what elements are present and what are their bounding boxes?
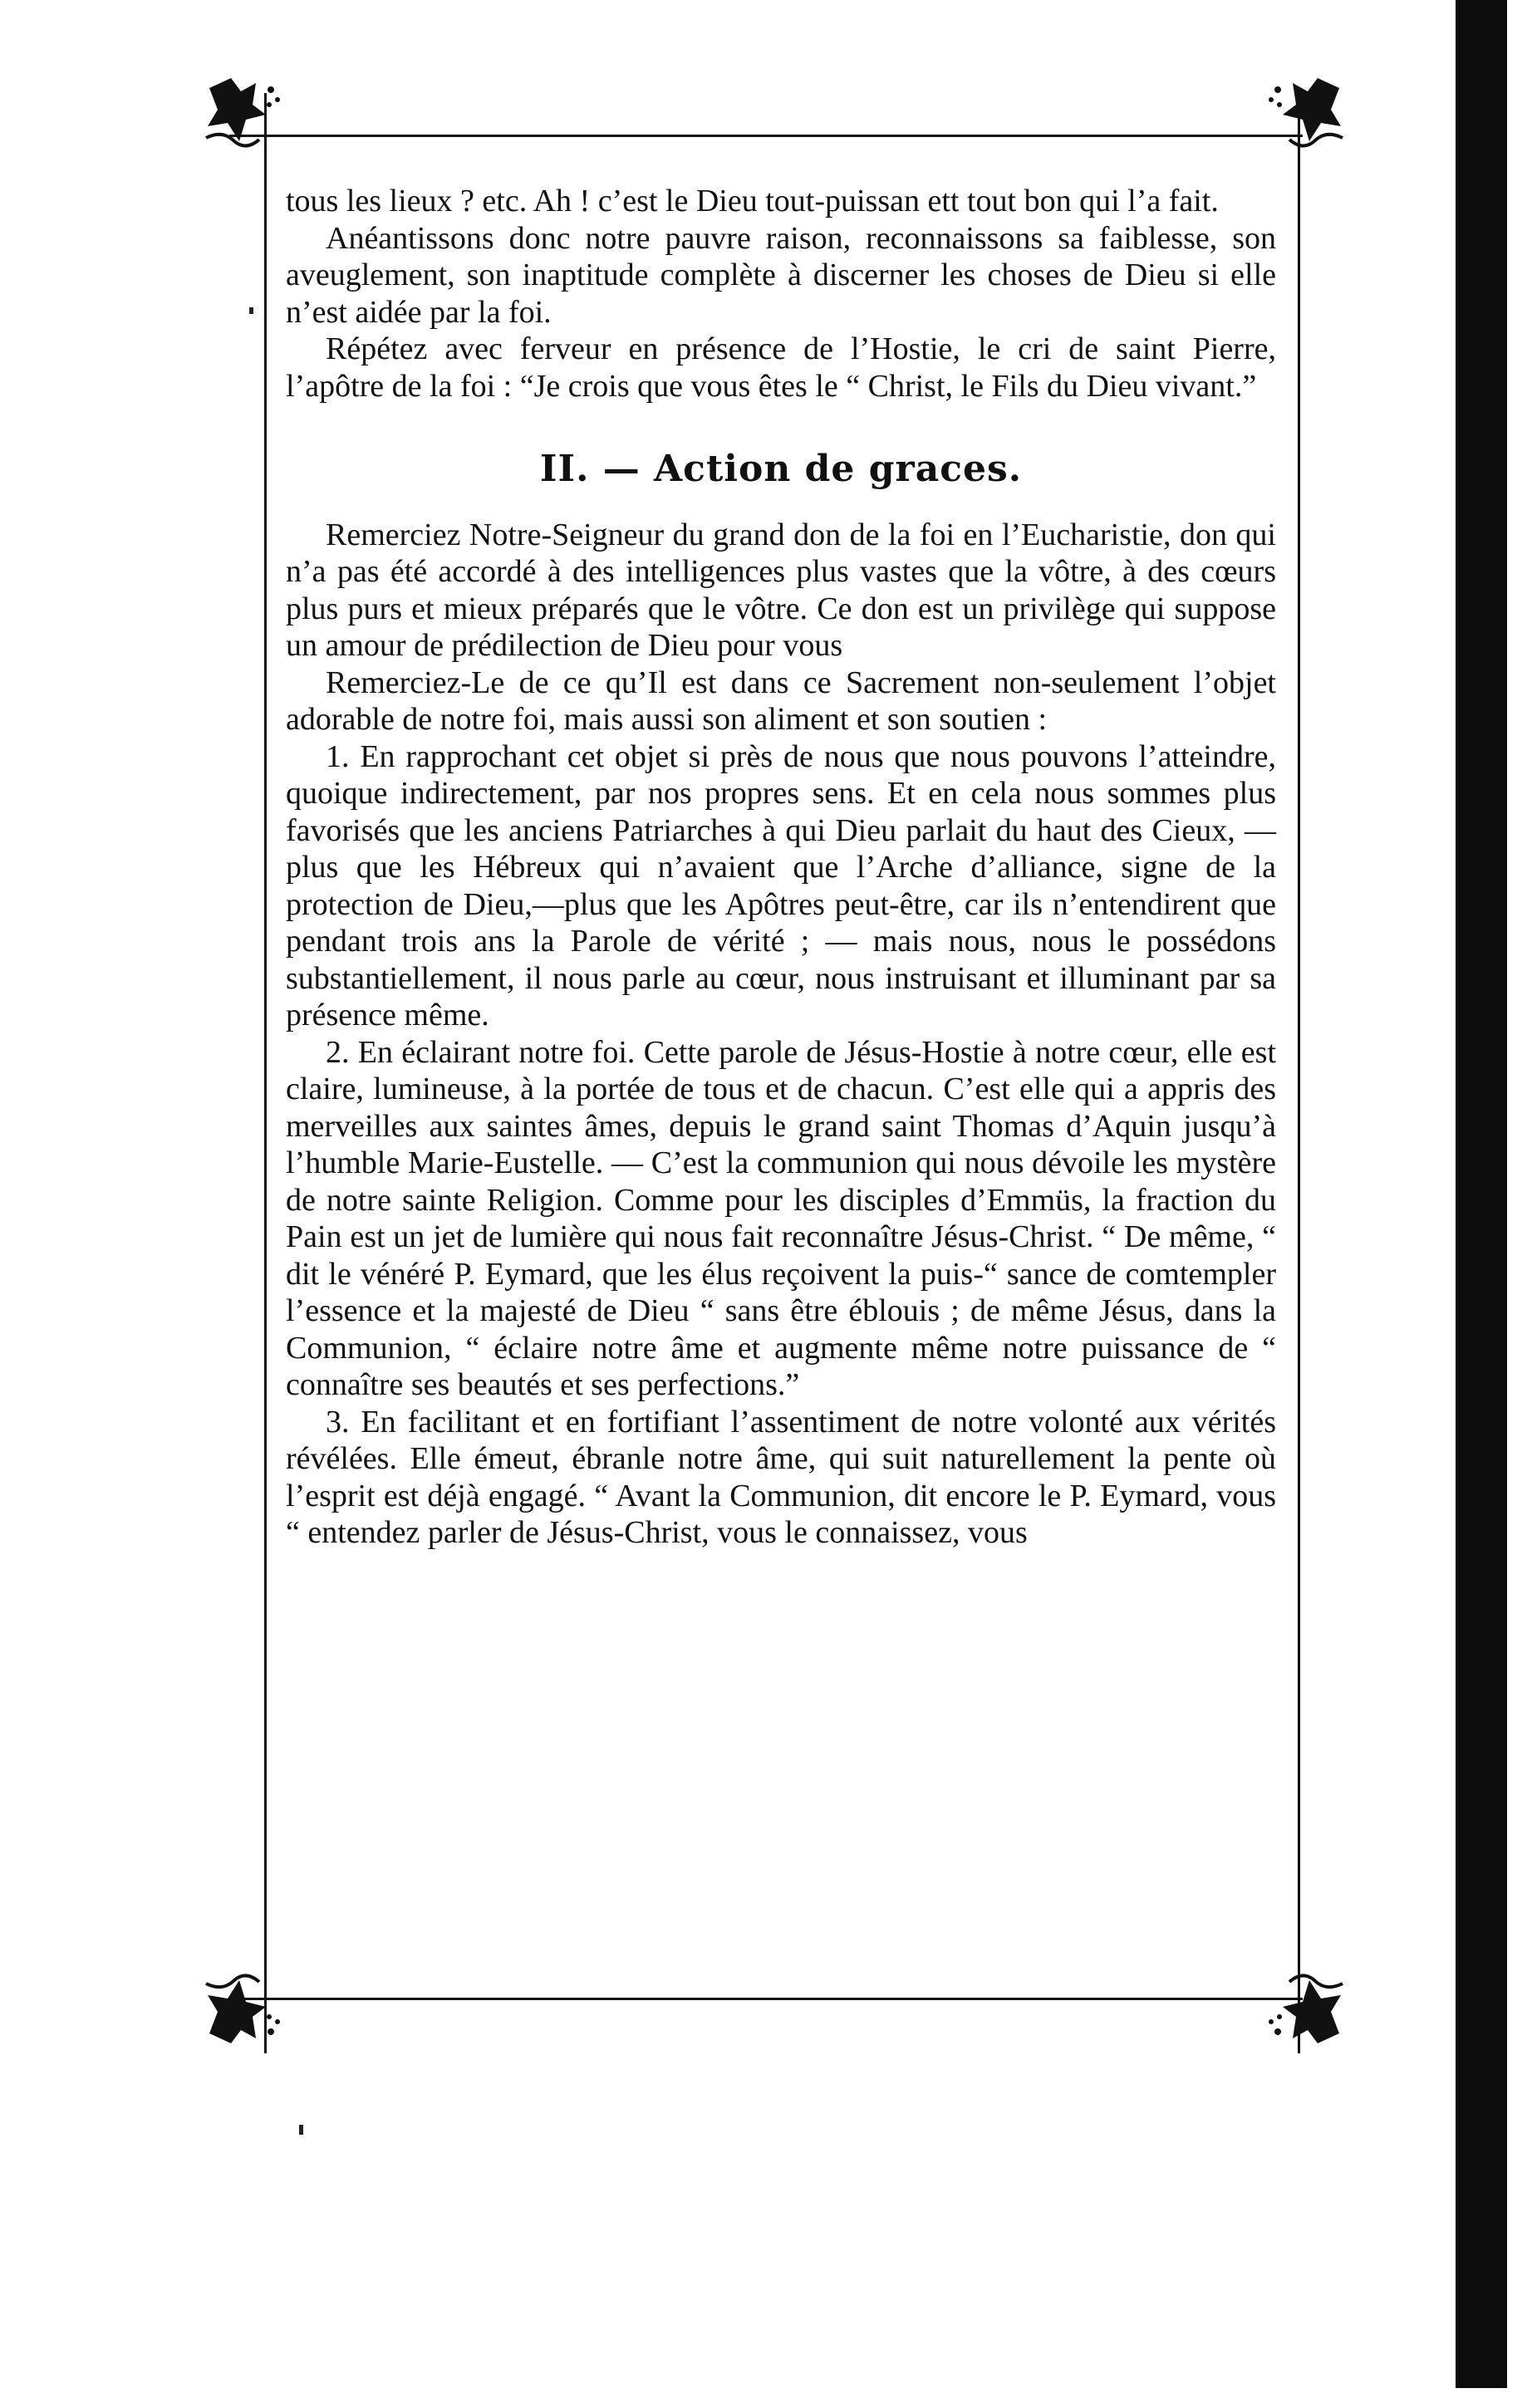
scan-edge-bar xyxy=(1456,0,1507,2388)
paragraph: tous les lieux ? etc. Ah ! c’est le Dieu tout-puissan ett tout bon qui l’a fait. xyxy=(286,184,1219,218)
vine-leaf-corner-icon xyxy=(198,1970,289,2050)
frame-top-rule xyxy=(229,135,1303,137)
vine-leaf-corner-icon xyxy=(198,71,289,151)
section-heading: II. — Action de graces. xyxy=(539,448,1023,490)
paragraph: Remerciez-Le de ce qu’Il est dans ce Sacrement non-seulement l’objet adorable de notre foi, mais aussi son aliment et son soutien : xyxy=(286,665,1276,737)
frame-bottom-rule xyxy=(229,1998,1303,2000)
paragraph: Anéantissons donc notre pauvre raison, reconnaissons sa faiblesse, son aveuglement, son inaptitude complète à discerner les choses de Dieu si elle n’est aidée par la foi. xyxy=(286,220,1276,330)
scan-speck xyxy=(299,2125,303,2135)
vine-leaf-corner-icon xyxy=(1259,1970,1351,2050)
scan-speck xyxy=(249,307,253,314)
frame-left-rule xyxy=(264,93,267,2053)
page-text xyxy=(286,183,1276,1552)
paragraph: Répétez avec ferveur en présence de l’Hostie, le cri de saint Pierre, l’apôtre de la foi : “Je crois que vous êtes le “ Christ, le Fils du Dieu vivant.” xyxy=(286,331,1276,404)
numbered-paragraph: 3. En facilitant et en fortifiant l’assentiment de notre volonté aux vérités révélées. Elle émeut, ébranle notre âme, qui suit naturellement la pente où l’esprit est déjà engagé. “ Avant la Communion, dit encore le P. Eymard, vous “ entendez parler de Jésus-Christ, vous le connaissez, vous xyxy=(286,1404,1276,1550)
numbered-paragraph: 1. En rapprochant cet objet si près de nous que nous pouvons l’atteindre, quoique indirectement, par nos propres sens. Et en cela nous sommes plus favorisés que les anciens Patriarches à qui Dieu parlait du haut des Cieux, — plus que les Hébreux qui n’avaient que l’Arche d’alliance, signe de la protection de Dieu,—plus que les Apôtres peut-être, car ils n’entendirent que pendant trois ans la Parole de vérité ; — mais nous, nous le possédons substantiellement, il nous parle au cœur, nous instruisant et illuminant par sa présence même. xyxy=(286,738,1276,1032)
frame-right-rule xyxy=(1298,93,1300,2053)
vine-leaf-corner-icon xyxy=(1259,71,1351,151)
paragraph: Remerciez Notre-Seigneur du grand don de la foi en l’Eucharistie, don qui n’a pas été accordé à des intelligences plus vastes que la vôtre, à des cœurs plus purs et mieux préparés que le vôtre. Ce don est un privilège qui suppose un amour de prédilection de Dieu pour vous xyxy=(286,517,1276,663)
numbered-paragraph: 2. En éclairant notre foi. Cette parole de Jésus-Hostie à notre cœur, elle est claire, lumineuse, à la portée de tous et de chacun. C’est elle qui a appris des merveilles aux saintes âmes, depuis le grand saint Thomas d’Aquin jusqu’à l’humble Marie-Eustelle. — C’est la communion qui nous dévoile les mystère de notre sainte Religion. Comme pour les disciples d’Emmüs, la fraction du Pain est un jet de lumière qui nous fait reconnaître Jésus-Christ. “ De même, “ dit le vénéré P. Eymard, que les élus reçoivent la puis-“ sance de comtempler l’essence et la majesté de Dieu “ sans être éblouis ; de même Jésus, dans la Communion, “ éclaire notre âme et augmente même notre puissance de “ connaître ses beautés et ses perfections.” xyxy=(286,1034,1276,1402)
